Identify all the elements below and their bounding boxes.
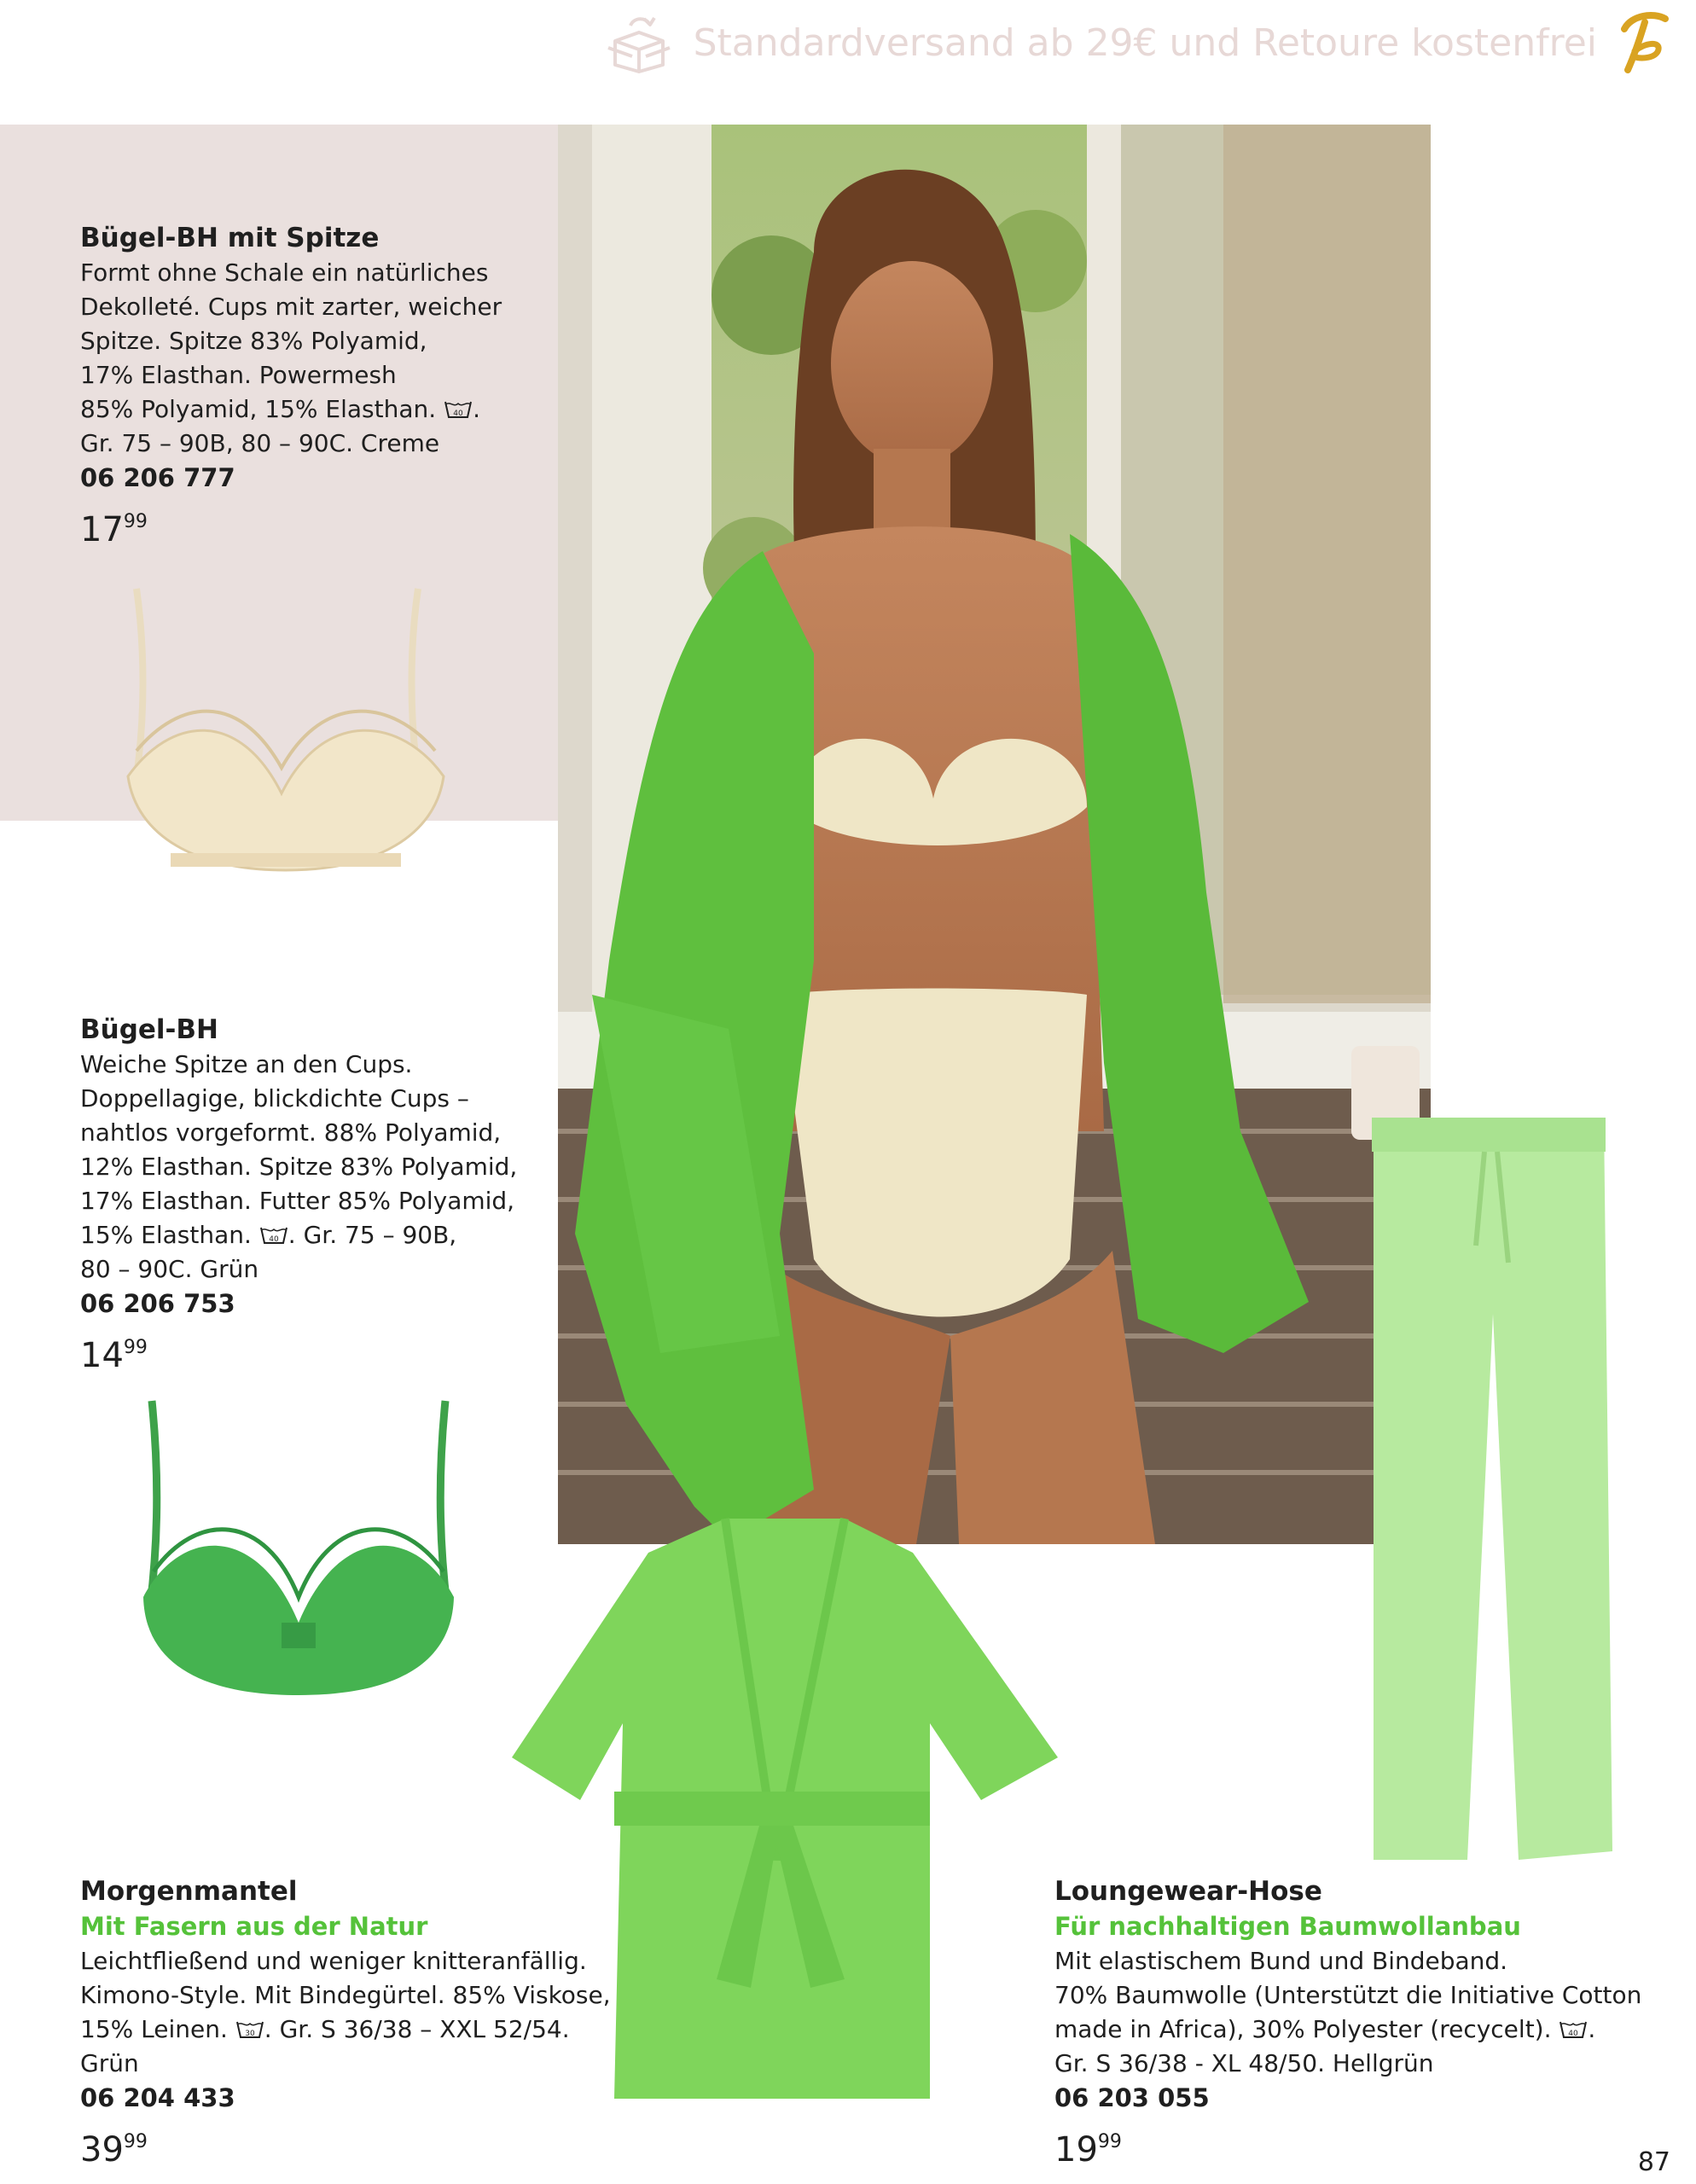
product-description-line: 70% Baumwolle (Unterstützt die Initiative Cotton (1054, 1981, 1642, 2009)
product-description-line (80, 1218, 558, 1252)
price-integer: 39 (80, 2130, 124, 2169)
product-pants (1054, 1873, 1652, 2169)
product-price (80, 2123, 626, 2169)
product-description-line: Spitze. Spitze 83% Polyamid, (80, 327, 427, 355)
product-title: Morgenmantel (80, 1876, 298, 1907)
product-description-line: Formt ohne Schale ein natürliches (80, 258, 489, 287)
page-number: 87 (1637, 2147, 1670, 2177)
shipping-info: Standardversand ab 29€ und Retoure kostenfrei (693, 20, 1597, 65)
product-price (80, 503, 541, 549)
product-description-line: Doppellagige, blickdichte Cups – (80, 1084, 469, 1112)
wash-40-icon (444, 399, 473, 420)
product-description-line: Dekolleté. Cups mit zarter, weicher (80, 293, 502, 321)
product-description-line: 17% Elasthan. Powermesh (80, 361, 397, 389)
price-decimal: 99 (1097, 2131, 1122, 2152)
description-text: . Gr. S 36/38 – XXL 52/54. (264, 2015, 570, 2043)
description-text: . (1588, 2015, 1596, 2043)
product-price (1054, 2123, 1652, 2169)
product-title: Bügel-BH (80, 1014, 218, 1045)
product-description-line (1054, 2013, 1652, 2047)
product-description-line: Grün (80, 2049, 139, 2077)
product-description-line: 12% Elasthan. Spitze 83% Polyamid, (80, 1153, 518, 1181)
article-number: 06 203 055 (1054, 2083, 1210, 2112)
product-description-line: Gr. 75 – 90B, 80 – 90C. Creme (80, 429, 440, 457)
description-text: 15% Elasthan. (80, 1221, 252, 1249)
wash-temperature: 40 (453, 410, 463, 418)
article-number: 06 206 777 (80, 463, 235, 492)
description-text: 15% Leinen. (80, 2015, 228, 2043)
product-description-line: Weiche Spitze an den Cups. (80, 1050, 413, 1078)
wash-40-icon (1559, 2019, 1588, 2040)
product-description-line: Leichtfließend und weniger knitteranfällig. (80, 1947, 587, 1975)
product-price (80, 1329, 558, 1374)
product-description-line: 17% Elasthan. Futter 85% Polyamid, (80, 1187, 515, 1215)
article-number: 06 204 433 (80, 2083, 235, 2112)
cream-lace-bra-image (119, 580, 452, 887)
wash-temperature: 30 (245, 2030, 255, 2038)
product-description-line: nahtlos vorgeformt. 88% Polyamid, (80, 1118, 502, 1147)
product-description-line: Mit elastischem Bund und Bindeband. (1054, 1947, 1508, 1975)
description-text: 85% Polyamid, 15% Elasthan. (80, 395, 437, 423)
price-integer: 17 (80, 510, 124, 549)
header-bar (603, 12, 1670, 73)
package-return-icon (603, 12, 675, 73)
description-text: . (473, 395, 480, 423)
green-bra-image (136, 1392, 461, 1708)
wash-temperature: 40 (269, 1235, 279, 1244)
article-number: 06 206 753 (80, 1289, 235, 1318)
price-integer: 14 (80, 1336, 124, 1375)
product-description-line: 80 – 90C. Grün (80, 1255, 259, 1283)
wash-temperature: 40 (1568, 2030, 1579, 2038)
price-decimal: 99 (123, 2131, 148, 2152)
model-photo (558, 125, 1431, 1544)
price-decimal: 99 (123, 1337, 148, 1358)
product-description-line (80, 2013, 626, 2047)
wash-30-icon (235, 2019, 264, 2040)
description-text: made in Africa), 30% Polyester (recycelt). (1054, 2015, 1552, 2043)
product-description-line (80, 392, 541, 427)
green-pants-image (1356, 1109, 1621, 1877)
price-decimal: 99 (123, 511, 148, 532)
product-bra-green (80, 1012, 558, 1374)
price-integer: 19 (1054, 2130, 1098, 2169)
product-subtitle: Mit Fasern aus der Natur (80, 1912, 428, 1941)
product-description-line: Kimono-Style. Mit Bindegürtel. 85% Viskose, (80, 1981, 611, 2009)
wash-40-icon (259, 1225, 288, 1246)
product-title: Loungewear-Hose (1054, 1876, 1322, 1907)
product-description-line: Gr. S 36/38 - XL 48/50. Hellgrün (1054, 2049, 1434, 2077)
product-bra-lace (80, 220, 541, 549)
tchibo-logo-icon (1616, 10, 1670, 75)
model-photo-illustration (558, 125, 1431, 1544)
description-text: . Gr. 75 – 90B, (288, 1221, 457, 1249)
product-robe (80, 1873, 626, 2169)
product-subtitle: Für nachhaltigen Baumwollanbau (1054, 1912, 1521, 1941)
product-title: Bügel-BH mit Spitze (80, 223, 380, 253)
